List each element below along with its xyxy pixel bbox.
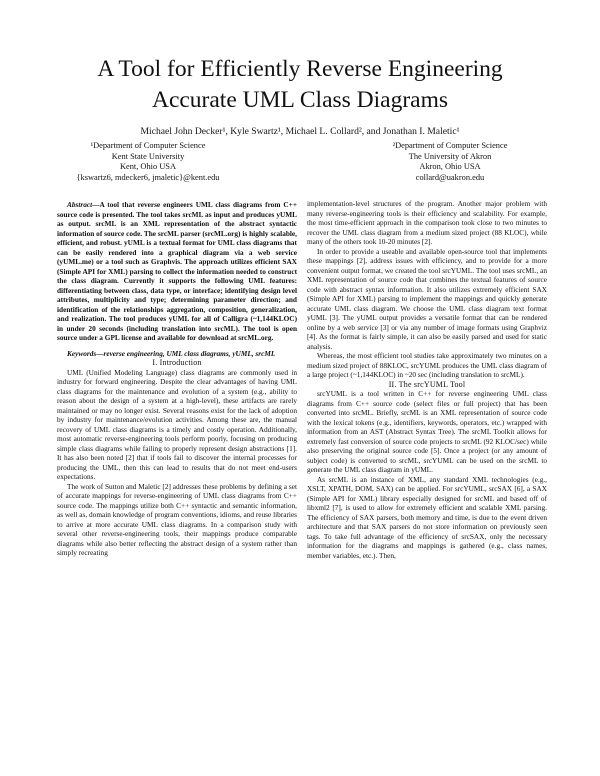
- abstract-text: —A tool that reverse engineers UML class diagrams from C++ source code is presented. The tool takes srcML as input and produces yUML as output. srcML is an XML representation of the abstract syntactic information of source code. The srcML parser (srcML.org) is highly scalable, efficient, and robust. yUML is a textual format for UML class diagrams that can be easily rendered into a graphical diagram via a web service (yUML.me) or a tool such as Graphvis. The approach utilizes efficient SAX (Simple API for XML) parsing to collect the information needed to construct the class diagram. Currently it supports the following UML features: differentiating between class, data type, or interface; identifying design level attributes, multiplicity and type; determining parameter direction; and identification of the relationships aggregation, composition, generalization, and realization. The tool produces yUML for all of Calligra (~1,144KLOC) in under 20 seconds (including translation into srcML). The tool is open source under a GPL license and available for download at srcML.org.: [57, 200, 297, 342]
- affiliation-kent: [38, 141, 258, 183]
- paragraph: In order to provide a useable and available open-source tool that implements these mappings [2], address issues with efficiency, and to provide for a more convenient output format, we created the tool srcYUML. The tool uses srcML, an XML representation of source code that combines the textual features of source code with abstract syntax information. It also utilizes extremely efficient SAX (Simple API for XML) parsing to implement the mappings and quickly generate accurate UML class diagram. We choose the UML class diagram text format yUML [3]. The yUML output provides a versatile format that can be rendered online by a web service [3] or via any number of image formats using Graphviz [4]. As the format is fairly simple, it can also be easily parsed and used for static analysis.: [307, 246, 547, 351]
- paragraph: Whereas, the most efficient tool studies take approximately two minutes on a medium sized project of 88KLOC, srcYUML produces the UML class diagram of a large project (~1,144KLOC) in ~20 sec (including translation to srcML).: [307, 351, 547, 379]
- paper-title: [40, 54, 560, 116]
- affiliation-dept: ¹Department of Computer Science: [90, 141, 206, 150]
- abstract: [57, 200, 297, 343]
- affiliation-akron: [340, 141, 560, 183]
- left-column: [57, 200, 297, 558]
- affiliation-school: The University of Akron: [408, 151, 492, 161]
- section-heading-introduction: I. Introduction: [152, 358, 202, 367]
- keywords: Keywords—reverse engineering, UML class diagrams, yUML, srcML: [67, 348, 276, 358]
- affiliation-dept: ²Department of Computer Science: [392, 141, 508, 150]
- right-column: [307, 199, 547, 560]
- affiliation-email: {kswartz6, mdecker6, jmaletic}@kent.edu: [76, 172, 220, 182]
- paragraph: implementation-level structures of the program. Another major problem with many reverse-engineering tools is their efficiency and scalability. For example, the most time-efficient approach in the comparison took close to two minutes to recover the UML class diagram from a medium sized project (88 KLOC), while many of the others took 10-20 minutes [2].: [307, 199, 547, 246]
- affiliation-school: Kent State University: [111, 151, 185, 161]
- affiliation-city: Akron, Ohio USA: [419, 162, 481, 172]
- abstract-lead: Abstract: [67, 200, 93, 209]
- author-list: Michael John Decker¹, Kyle Swartz¹, Michael L. Collard², and Jonathan I. Maletic¹: [140, 126, 460, 137]
- affiliation-city: Kent, Ohio USA: [119, 162, 177, 172]
- paragraph: The work of Sutton and Maletic [2] addresses these problems by defining a set of accurate mappings for reverse-engineering of UML class diagrams from C++ source code. The mappings utilize both C++ syntactic and semantic information, as well as, domain knowledge of program conventions, idioms, and reuse libraries to arrive at more accurate UML class diagrams. In a comparison study with several other reverse-engineering tools, their mappings produce comparable diagrams while also better reflecting the abstract design of a system rather than simply recreating: [57, 481, 297, 557]
- title-line-2: Accurate UML Class Diagrams: [151, 87, 449, 113]
- title-line-1: A Tool for Efficiently Reverse Engineering: [97, 56, 503, 82]
- paragraph: As srcML is an instance of XML, any standard XML technologies (e.g., XSLT, XPATH, DOM, SAX) can be applied. For srcYUML, srcSAX [6], a SAX (Simple API for XML) library especially designed for srcML and based off of libxml2 [7], is used to allow for extremely efficient and scalable XML parsing. The efficiency of SAX parsers, both memory and time, is due to the event driven architecture and that SAX parsers do not store information on previously seen tags. To take full advantage of the efficiency of srcSAX, only the necessary information for the diagrams and mappings is gathered (e.g., class names, member variables, etc.). Then,: [307, 474, 547, 560]
- section-heading-srcyuml-tool: II. The srcYUML Tool: [388, 379, 466, 389]
- paragraph: srcYUML is a tool written in C++ for reverse engineering UML class diagrams from C++ source code (select files or full project) that has been converted into srcML. Briefly, srcML is an XML representation of source code with the lexical tokens (e.g., identifiers, keywords, operators, etc.) wrapped with information from an AST (Abstract Syntax Tree). The srcML Toolkit allows for extremely fast conversion of source code projects to srcML (92 KLOC/sec) while also preserving the original source code [5]. Once a project (or any amount of subject code) is converted to srcML, srcYUML can be used on the srcML to generate the UML class diagram in yUML.: [307, 389, 547, 474]
- affiliation-email: collard@uakron.edu: [415, 172, 485, 182]
- paragraph: UML (Unified Modeling Language) class diagrams are commonly used in industry for forward engineering. Despite the clear advantages of having UML class diagrams for the maintenance and evolution of a system (e.g., ability to reason about the design of a system at a high-level), these artifacts are rarely maintained or may no longer exist. Several reasons exist for the lack of adoption by industry for maintenance/evolution activities. Among these are, the manual recovery of UML class diagrams is a timely and costly operation. Additionally, most automatic reverse-engineering tools perform poorly, focusing on producing simple class diagrams while failing to properly represent design abstractions [1]. It has also been noted [2] that if tools fail to discover the internal processes for producing the UML, then this can lead to results that do not meet end-users expectations.: [57, 367, 297, 481]
